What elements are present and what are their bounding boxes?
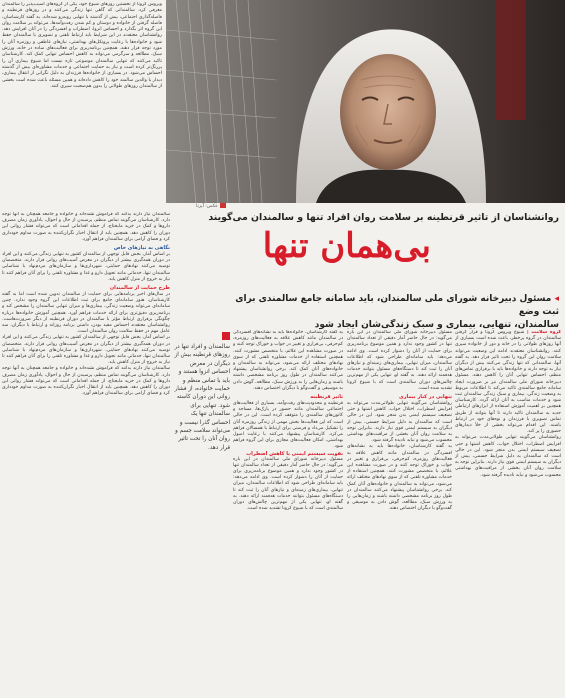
section-label: گروه سلامت | <box>526 330 561 335</box>
left-paragraph-3: در سال‌های اخیر برنامه‌هایی برای حمایت از سالمندان تدوین شده است اما به گفته کارشناسان، هنوز سامانه‌ای جامع برای ثبت اطلاعات این گروه وجود ندارد. چنین سامانه‌ای می‌تواند وضعیت زندگی، بیماری‌ها و میزان تنهایی سالمندان را مشخص کند و برنامه‌ریزی دقیق‌تری برای ارائه خدمات فراهم آورد. همچنین آموزش خانواده‌ها درباره چگونگی برقراری ارتباط مؤثر با سالمندان در دوران قرنطینه از دیگر ضرورت‌هاست. روانشناسان معتقدند احساس مفید بودن، داشتن برنامه روزانه و ارتباط با دیگران، سه عامل مهم در حفظ سلامت روان سالمندان است. <box>2 292 170 335</box>
bottom-section-heading: تقویت سیستم ایمنی با کاهش اضطراب <box>246 450 343 457</box>
lead-line-2: سالمندان، تنهایی، بیماری و سبک زندگی‌شان ایجاد شود <box>314 320 559 330</box>
lead-line-1: مسئول دبیرخانه شورای ملی سالمندان، باید سامانه جامع سالمندی برای ثبت وضع <box>235 294 559 317</box>
body-paragraph-middle-2: روانشناسان می‌گویند تنهایی طولانی‌مدت می‌تواند به افزایش اضطراب، اختلال خواب، کاهش اشتها و حتی تضعیف سیستم ایمنی بدن منجر شود. این در حالی است که سالمندان به دلیل شرایط جسمی، بیش از دیگران به سیستم ایمنی قوی نیاز دارند. بنابراین توجه به سلامت روان آنان بخشی از مراقبت‌های بهداشتی محسوب می‌شود و نباید نادیده گرفته شود. <box>347 401 452 444</box>
body-column-left <box>233 330 343 696</box>
body-paragraph-middle: مسئول دبیرخانه شورای ملی سالمندان در این باره می‌گوید: در حال حاضر آمار دقیقی از تعداد سالمندان تنها در کشور وجود ندارد و همین موضوع برنامه‌ریزی برای حمایت از آنان را دشوار کرده است. وی ادامه می‌دهد: باید سامانه‌ای طراحی شود که اطلاعات سالمندان، میزان تنهایی، بیماری‌های زمینه‌ای و نیازهای آنان را ثبت کند تا دستگاه‌های مسئول بتوانند خدمات هدفمند ارائه دهند. به گفته او، تنهایی یکی از مهم‌ترین چالش‌های دوران سالمندی است که با شیوع کرونا تشدید شده است. <box>347 330 452 391</box>
left-body-section-heading: تاثیر قرنطینه <box>310 394 343 401</box>
body-paragraph-left-2: قرنطینه و محدودیت‌های رفت‌وآمد، بسیاری از فعالیت‌های اجتماعی سالمندان مانند حضور در پارک‌ها، مساجد و کانون‌های سالمندی را متوقف کرده است. این در حالی است که این فعالیت‌ها بخش مهمی از زندگی روزمره آنان را تشکیل می‌داد و فرصتی برای ارتباط با همسالان فراهم می‌کرد. کارشناسان پیشنهاد می‌کنند با رعایت اصول بهداشتی، امکان فعالیت‌های مجازی برای این گروه فراهم شود. <box>233 401 343 450</box>
article-title: بی‌همان تنها <box>262 226 431 266</box>
body-paragraph-middle-3: به گفته کارشناسان، خانواده‌ها باید به نشانه‌های افسردگی در سالمندان مانند کاهش علاقه به فعالیت‌های روزمره، کم‌حرفی، بی‌قراری و تغییر در خواب و خوراک توجه کنند و در صورت مشاهده این علائم، با متخصص مشورت کنند. همچنین استفاده از خدمات مشاوره تلفنی که از سوی نهادهای مختلف ارائه می‌شود، می‌تواند به سالمندان و خانواده‌های آنان کمک کند. برخی روانشناسان پیشنهاد می‌کنند سالمندان در طول روز برنامه مشخصی داشته باشند و زمان‌هایی را به ورزش سبک، مطالعه، گوش دادن به موسیقی و گفت‌وگو با دیگران اختصاص دهند. <box>347 444 452 512</box>
lead-arrow-icon: ◂ <box>551 294 559 304</box>
photo-credit <box>166 203 226 210</box>
left-paragraph-1: سالمندان نیاز دارند بدانند که فراموش نشده‌اند و خانواده و جامعه همچنان به آنها توجه دارد. کارشناسان می‌گویند تماس منظم، پرسیدن از حال و احوال، یادآوری زمان مصرف داروها و کمک در خرید مایحتاج، از جمله اقداماتی است که می‌تواند فشار روانی این دوران را کاهش دهد. همچنین باید از انتقال اخبار نگران‌کننده به صورت مداوم خودداری کرد و فضای آرامی برای سالمندان فراهم آورد. <box>2 212 170 242</box>
body-paragraph-right <box>455 330 561 435</box>
elderly-woman-photo <box>166 0 565 203</box>
left-section-heading-1: نگاهی به نیازهای خاص <box>113 245 170 252</box>
quote-icon <box>222 332 230 340</box>
top-left-column-text: ویروس کرونا از نخستین روزهای شیوع خود، یکی از گروه‌های آسیب‌پذیر را سالمندان معرفی کرد. سالمندانی که گاهی تنها زندگی می‌کنند و در روزهای قرنطینه و فاصله‌گذاری اجتماعی، بیش از گذشته با تنهایی روبه‌رو شده‌اند. به گفته کارشناسان، فاصله گرفتن از خانواده و دوستان و کم شدن رفت‌وآمدها، می‌تواند بر سلامت روان این گروه اثر بگذارد و احساس انزوا، اضطراب و افسردگی را در آنان افزایش دهد. روانشناسان معتقدند در این شرایط باید ارتباط تلفنی و تصویری با سالمندان حفظ شود و خانواده‌ها با رعایت پروتکل‌های بهداشتی، نیازهای عاطفی و روزمره آنان را مورد توجه قرار دهند. همچنین برنامه‌ریزی برای فعالیت‌های ساده در خانه، ورزش سبک، مطالعه و سرگرمی می‌تواند به کاهش احساس تنهایی کمک کند. کارشناسان تاکید می‌کنند که تنهایی سالمندان موضوعی تازه نیست اما شیوع بیماری آن را پررنگ‌تر کرده است و نیاز به حمایت اجتماعی و خدمات مشاوره‌ای بیش از گذشته احساس می‌شود. در بسیاری از خانواده‌ها فرزندان به دلیل نگرانی از انتقال بیماری، دیدار با والدین سالمند خود را کاهش داده‌اند و همین مسئله باعث شده است بخشی از سالمندان روزهای طولانی را بدون هم‌صحبت سپری کنند. <box>2 2 162 89</box>
left-section-heading-2: طرح حمایت از سالمندان <box>109 285 170 292</box>
left-paragraph-4: بر اساس آمار، بخش قابل توجهی از سالمندان کشور به تنهایی زندگی می‌کنند و این افراد در دوران همه‌گیری بیشتر از دیگران در معرض آسیب‌های روانی قرار دارند. متخصصان توصیه می‌کنند نهادهای حمایتی، شهرداری‌ها و سازمان‌های مردم‌نهاد با شناسایی سالمندان تنها، خدماتی مانند تحویل دارو و غذا و مشاوره تلفنی را برای آنان فراهم کنند تا نیاز به خروج از منزل کاهش یابد. <box>2 335 170 366</box>
article-subheading: روانشناسان از تاثیر قرنطینه بر سلامت روان افراد تنها و سالمندان می‌گویند <box>208 212 559 223</box>
body-paragraph-right-2: روانشناسان می‌گویند تنهایی طولانی‌مدت می‌تواند به افزایش اضطراب، اختلال خواب، کاهش اشتها و حتی تضعیف سیستم ایمنی بدن منجر شود. این در حالی است که سالمندان به دلیل شرایط جسمی، بیش از دیگران به سیستم ایمنی قوی نیاز دارند. بنابراین توجه به سلامت روان آنان بخشی از مراقبت‌های بهداشتی محسوب می‌شود و نباید نادیده گرفته شود. <box>455 435 561 478</box>
body-paragraph-left-3: مسئول دبیرخانه شورای ملی سالمندان در این باره می‌گوید: در حال حاضر آمار دقیقی از تعداد سالمندان تنها در کشور وجود ندارد و همین موضوع برنامه‌ریزی برای حمایت از آنان را دشوار کرده است. وی ادامه می‌دهد: باید سامانه‌ای طراحی شود که اطلاعات سالمندان، میزان تنهایی، بیماری‌های زمینه‌ای و نیازهای آنان را ثبت کند تا دستگاه‌های مسئول بتوانند خدمات هدفمند ارائه دهند. به گفته او، تنهایی یکی از مهم‌ترین چالش‌های دوران سالمندی است که با شیوع کرونا تشدید شده است. <box>233 456 343 512</box>
body-paragraph-left: به گفته کارشناسان، خانواده‌ها باید به نشانه‌های افسردگی در سالمندان مانند کاهش علاقه به فعالیت‌های روزمره، کم‌حرفی، بی‌قراری و تغییر در خواب و خوراک توجه کنند و در صورت مشاهده این علائم، با متخصص مشورت کنند. همچنین استفاده از خدمات مشاوره تلفنی که از سوی نهادهای مختلف ارائه می‌شود، می‌تواند به سالمندان و خانواده‌های آنان کمک کند. برخی روانشناسان پیشنهاد می‌کنند سالمندان در طول روز برنامه مشخصی داشته باشند و زمان‌هایی را به ورزش سبک، مطالعه، گوش دادن به موسیقی و گفت‌وگو با دیگران اختصاص دهند. <box>233 330 343 391</box>
body-column-right <box>455 330 561 696</box>
left-column <box>2 212 170 696</box>
article-lead <box>219 293 559 332</box>
pull-quote-text: سالمندان و افراد تنها در روزهای قرنطینه بیش از دیگران در معرض احساس انزوا هستند و باید با تماس منظم و حمایت خانواده، از فشار روانی این دوران کاسته شود. تنهایی برای سالمندان تنها یک احساس گذرا نیست و می‌تواند سلامت جسم و روان آنان را تحت تاثیر قرار دهد. <box>174 344 230 451</box>
left-paragraph-2: بر اساس آمار، بخش قابل توجهی از سالمندان کشور به تنهایی زندگی می‌کنند و این افراد در دوران همه‌گیری بیشتر از دیگران در معرض آسیب‌های روانی قرار دارند. متخصصان توصیه می‌کنند نهادهای حمایتی، شهرداری‌ها و سازمان‌های مردم‌نهاد با شناسایی سالمندان تنها، خدماتی مانند تحویل دارو و غذا و مشاوره تلفنی را برای آنان فراهم کنند تا نیاز به خروج از منزل کاهش یابد. <box>2 252 170 282</box>
photo-credit-text: عکس: آیرنا <box>196 204 218 209</box>
pull-quote <box>172 332 230 602</box>
body-column-middle <box>347 330 452 696</box>
credit-marker-icon <box>220 203 226 208</box>
body-text-right: شیوع ویروس کرونا و قرار گرفتن سالمندان در گروه پرخطر، باعث شده است بسیاری از آنها روزهای طولانی را در خانه و دور از خانواده سپری کنند. روانشناسان معتقدند ادامه این وضعیت می‌تواند سلامت روان این گروه را تحت تاثیر قرار دهد. به گفته آنها، سالمندانی که تنها زندگی می‌کنند بیش از دیگران نیاز به توجه دارند و خانواده‌ها باید با برقراری تماس‌های منظم، احساس تنهایی آنان را کاهش دهند. مسئول دبیرخانه شورای ملی سالمندان نیز بر ضرورت ایجاد سامانه جامع سالمندی تاکید می‌کند تا اطلاعات مربوط به وضعیت زندگی، بیماری و سبک زندگی سالمندان ثبت شود و خدمات مناسب به آنان ارائه گردد. کارشناسان همچنین بر اهمیت آموزش استفاده از ابزارهای ارتباطی جدید به سالمندان تاکید دارند تا آنها بتوانند از طریق تماس تصویری با فرزندان و نوه‌های خود در ارتباط باشند. این اقدام می‌تواند بخشی از خلأ دیدارهای حضوری را پر کند. <box>455 330 561 435</box>
left-paragraph-5: سالمندان نیاز دارند بدانند که فراموش نشده‌اند و خانواده و جامعه همچنان به آنها توجه دارد. کارشناسان می‌گویند تماس منظم، پرسیدن از حال و احوال، یادآوری زمان مصرف داروها و کمک در خرید مایحتاج، از جمله اقداماتی است که می‌تواند فشار روانی این دوران را کاهش دهد. همچنین باید از انتقال اخبار نگران‌کننده به صورت مداوم خودداری کرد و فضای آرامی برای سالمندان فراهم آورد. <box>2 366 170 397</box>
middle-section-heading: تنهایی در کنار بیماری <box>398 394 452 401</box>
photo-illustration <box>166 0 565 203</box>
